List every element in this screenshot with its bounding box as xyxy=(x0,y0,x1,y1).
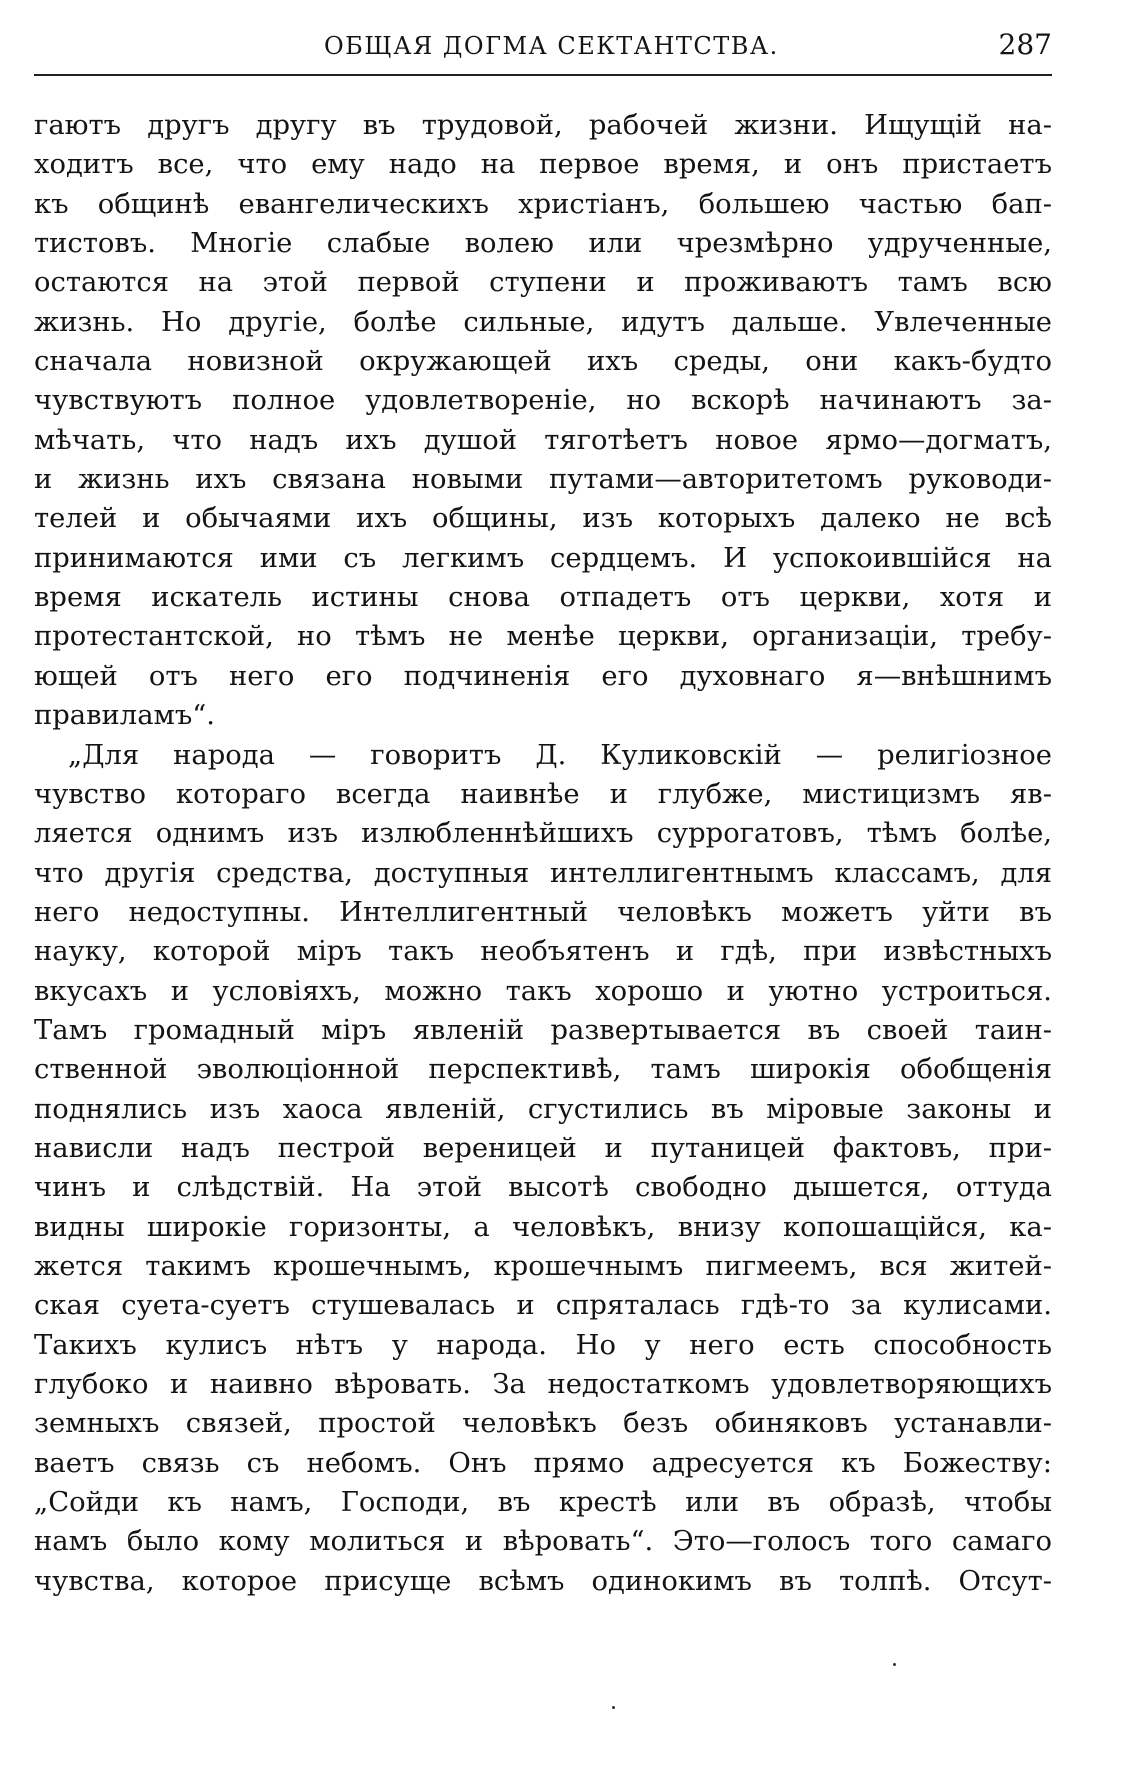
text-line: остаются на этой первой ступени и проживаютъ тамъ всю xyxy=(34,267,1052,299)
text-line: мѣчать, что надъ ихъ душой тяготѣетъ новое ярмо—догматъ, xyxy=(34,424,1052,456)
text-line: и жизнь ихъ связана новыми путами—авторитетомъ руководи- xyxy=(34,464,1052,496)
text-line: время искатель истины снова отпадетъ отъ церкви, хотя и xyxy=(34,582,1052,614)
text-line: Тамъ громадный міръ явленій развертывается въ своей таин- xyxy=(34,1014,1052,1046)
print-speck xyxy=(612,1706,615,1709)
text-line: ющей отъ него его подчиненія его духовнаго я—внѣшнимъ xyxy=(34,660,1052,692)
text-line: науку, которой міръ такъ необъятенъ и гдѣ, при извѣстныхъ xyxy=(34,936,1052,968)
text-line: вкусахъ и условіяхъ, можно такъ хорошо и уютно устроиться. xyxy=(34,975,1052,1007)
text-line: „Сойди къ намъ, Господи, въ крестѣ или въ образѣ, чтобы xyxy=(34,1487,1052,1519)
text-line: нависли надъ пестрой вереницей и путаницей фактовъ, при- xyxy=(34,1132,1052,1164)
text-line: чинъ и слѣдствій. На этой высотѣ свободно дышется, оттуда xyxy=(34,1172,1052,1204)
text-line: жизнь. Но другіе, болѣе сильные, идутъ дальше. Увлеченные xyxy=(34,306,1052,338)
text-line: поднялись изъ хаоса явленій, сгустились въ міровые законы и xyxy=(34,1093,1052,1125)
header-rule xyxy=(34,74,1052,76)
text-line: глубоко и наивно вѣровать. За недостаткомъ удовлетворяющихъ xyxy=(34,1369,1052,1400)
text-line: намъ было кому молиться и вѣровать“. Это—голосъ того самаго xyxy=(34,1526,1052,1558)
text-line: ваетъ связь съ небомъ. Онъ прямо адресуется къ Божеству: xyxy=(34,1447,1052,1479)
text-line: сначала новизной окружающей ихъ среды, они какъ-будто xyxy=(34,346,1052,378)
text-line: тистовъ. Многіе слабые волею или чрезмѣрно удрученные, xyxy=(34,228,1052,260)
text-line: жется такимъ крошечнымъ, крошечнымъ пигмеемъ, вся житей- xyxy=(34,1250,1052,1282)
body-text xyxy=(34,106,1052,1601)
text-line: Такихъ кулисъ нѣтъ у народа. Но у него есть способность xyxy=(34,1329,1052,1361)
text-line: ходитъ все, что ему надо на первое время, и онъ пристаетъ xyxy=(34,149,1052,181)
chapter-title: ОБЩАЯ ДОГМА СЕКТАНТСТВА. xyxy=(324,32,779,60)
text-line: ская суета-суетъ стушевалась и спряталась гдѣ-то за кулисами. xyxy=(34,1290,1052,1322)
text-line: чувство котораго всегда наивнѣе и глубже, мистицизмъ яв- xyxy=(34,778,1052,810)
text-line: чувствуютъ полное удовлетвореніе, но вскорѣ начинаютъ за- xyxy=(34,385,1052,417)
running-head xyxy=(34,26,1052,70)
text-line: правиламъ“. xyxy=(34,700,215,732)
text-line: протестантской, но тѣмъ не менѣе церкви, организаціи, требу- xyxy=(34,621,1052,653)
page-number: 287 xyxy=(998,28,1052,61)
text-line: принимаются ими съ легкимъ сердцемъ. И успокоившійся на xyxy=(34,542,1052,574)
text-line: телей и обычаями ихъ общины, изъ которыхъ далеко не всѣ xyxy=(34,503,1052,535)
paragraph-1 xyxy=(34,106,1052,736)
text-line: ственной эволюціонной перспективѣ, тамъ широкія обобщенія xyxy=(34,1054,1052,1086)
text-line: что другія средства, доступныя интеллигентнымъ классамъ, для xyxy=(34,857,1052,889)
text-line: него недоступны. Интеллигентный человѣкъ можетъ уйти въ xyxy=(34,896,1052,928)
print-speck xyxy=(893,1663,896,1666)
paragraph-2 xyxy=(34,736,1052,1602)
text-line: „Для народа — говоритъ Д. Куликовскій — религіозное xyxy=(68,739,1052,771)
text-line: земныхъ связей, простой человѣкъ безъ обиняковъ устанавли- xyxy=(34,1408,1052,1440)
text-line: чувства, которое присуще всѣмъ одинокимъ въ толпѣ. Отсут- xyxy=(34,1565,1052,1597)
text-line: гаютъ другъ другу въ трудовой, рабочей жизни. Ищущій на- xyxy=(34,110,1052,141)
text-line: видны широкіе горизонты, а человѣкъ, внизу копошащійся, ка- xyxy=(34,1211,1052,1243)
text-line: къ общинѣ евангелическихъ христіанъ, большею частью бап- xyxy=(34,188,1052,220)
text-line: ляется однимъ изъ излюбленнѣйшихъ суррогатовъ, тѣмъ болѣе, xyxy=(34,818,1052,850)
